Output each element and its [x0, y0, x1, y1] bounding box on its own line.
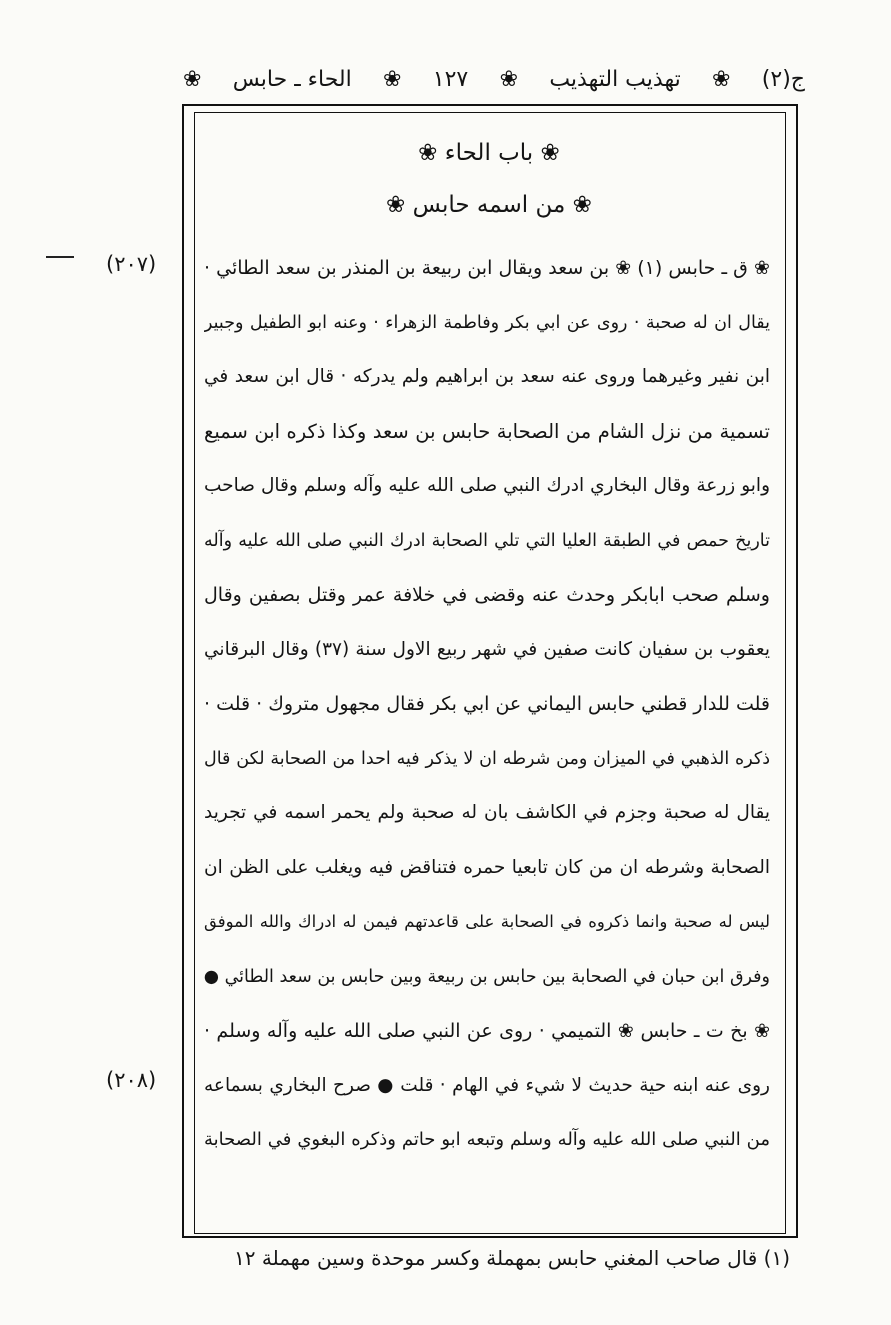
chapter-heading [194, 140, 784, 166]
running-header [183, 62, 805, 96]
chapter-title: باب الحاء [444, 140, 534, 166]
text-line: وسلم صحب ابابكر وحدث عنه وقضى في خلافة عمر وقتل بصفين وقال [204, 584, 770, 606]
flower-ornament-icon: ❀ [418, 140, 438, 166]
text-line: الصحابة وشرطه ان من كان تابعيا حمره فتناقض فيه ويغلب على الظن ان [204, 856, 770, 878]
text-line: ذكره الذهبي في الميزان ومن شرطه ان لا يذكر فيه احدا من الصحابة لكن قال [204, 748, 770, 769]
subchapter-title: من اسمه حابس [412, 192, 566, 218]
text-line: ❀ بخ ت ـ حابس ❀ التميمي · روى عن النبي صلى الله عليه وآله وسلم · [204, 1020, 770, 1042]
flower-ornament-icon: ❀ [386, 192, 406, 218]
entry-number: (٢٠٨) [106, 1068, 157, 1092]
subchapter-heading [194, 192, 784, 218]
text-line: تسمية من نزل الشام من الصحابة حابس بن سعد وكذا ذكره ابن سميع [204, 419, 770, 443]
flower-ornament-icon: ❀ [183, 66, 202, 92]
text-line: يقال له صحبة وجزم في الكاشف بان له صحبة ولم يحمر اسمه في تجريد [204, 802, 770, 823]
text-line: تاريخ حمص في الطبقة العليا التي تلي الصحابة ادرك النبي صلى الله عليه وآله [204, 530, 770, 551]
flower-ornament-icon: ❀ [383, 66, 402, 92]
entry-number: (٢٠٧) [106, 252, 157, 276]
text-line: يعقوب بن سفيان كانت صفين في شهر ربيع الاول سنة (٣٧) وقال البرقاني [204, 638, 770, 660]
text-line: وابو زرعة وقال البخاري ادرك النبي صلى الله عليه وآله وسلم وقال صاحب [204, 475, 770, 496]
footnote: (١) قال صاحب المغني حابس بمهملة وكسر موحدة وسين مهملة ١٢ [234, 1246, 790, 1270]
text-line: ابن نفير وغيرهما وروى عنه سعد بن ابراهيم ولم يدركه · قال ابن سعد في [204, 366, 770, 387]
margin-dash [46, 256, 74, 258]
header-section: الحاء ـ حابس [232, 66, 352, 92]
header-volume: ج(٢) [761, 66, 805, 92]
text-line: ليس له صحبة وانما ذكروه في الصحابة على قاعدتهم فيمن له ادراك والله الموفق [204, 912, 770, 931]
text-line: يقال ان له صحبة · روى عن ابي بكر وفاطمة الزهراء · وعنه ابو الطفيل وجبير [204, 312, 770, 333]
text-line: قلت للدار قطني حابس اليماني عن ابي بكر فقال مجهول متروك · قلت · [204, 693, 770, 715]
text-line: من النبي صلى الله عليه وآله وسلم وتبعه ابو حاتم وذكره البغوي في الصحابة [204, 1129, 770, 1150]
text-line: روى عنه ابنه حية حديث لا شيء في الهام · قلت ● صرح البخاري بسماعه [204, 1074, 770, 1096]
header-page-number: ١٢٧ [432, 66, 469, 92]
text-line: ❀ ق ـ حابس (١) ❀ بن سعد ويقال ابن ربيعة بن المنذر بن سعد الطائي · [204, 257, 770, 279]
flower-ornament-icon: ❀ [712, 66, 731, 92]
text-line: وفرق ابن حبان في الصحابة بين حابس بن ربيعة وبين حابس بن سعد الطائي ● [204, 966, 770, 987]
header-book-title: تهذيب التهذيب [549, 66, 681, 92]
flower-ornament-icon: ❀ [499, 66, 518, 92]
flower-ornament-icon: ❀ [540, 140, 560, 166]
flower-ornament-icon: ❀ [572, 192, 592, 218]
